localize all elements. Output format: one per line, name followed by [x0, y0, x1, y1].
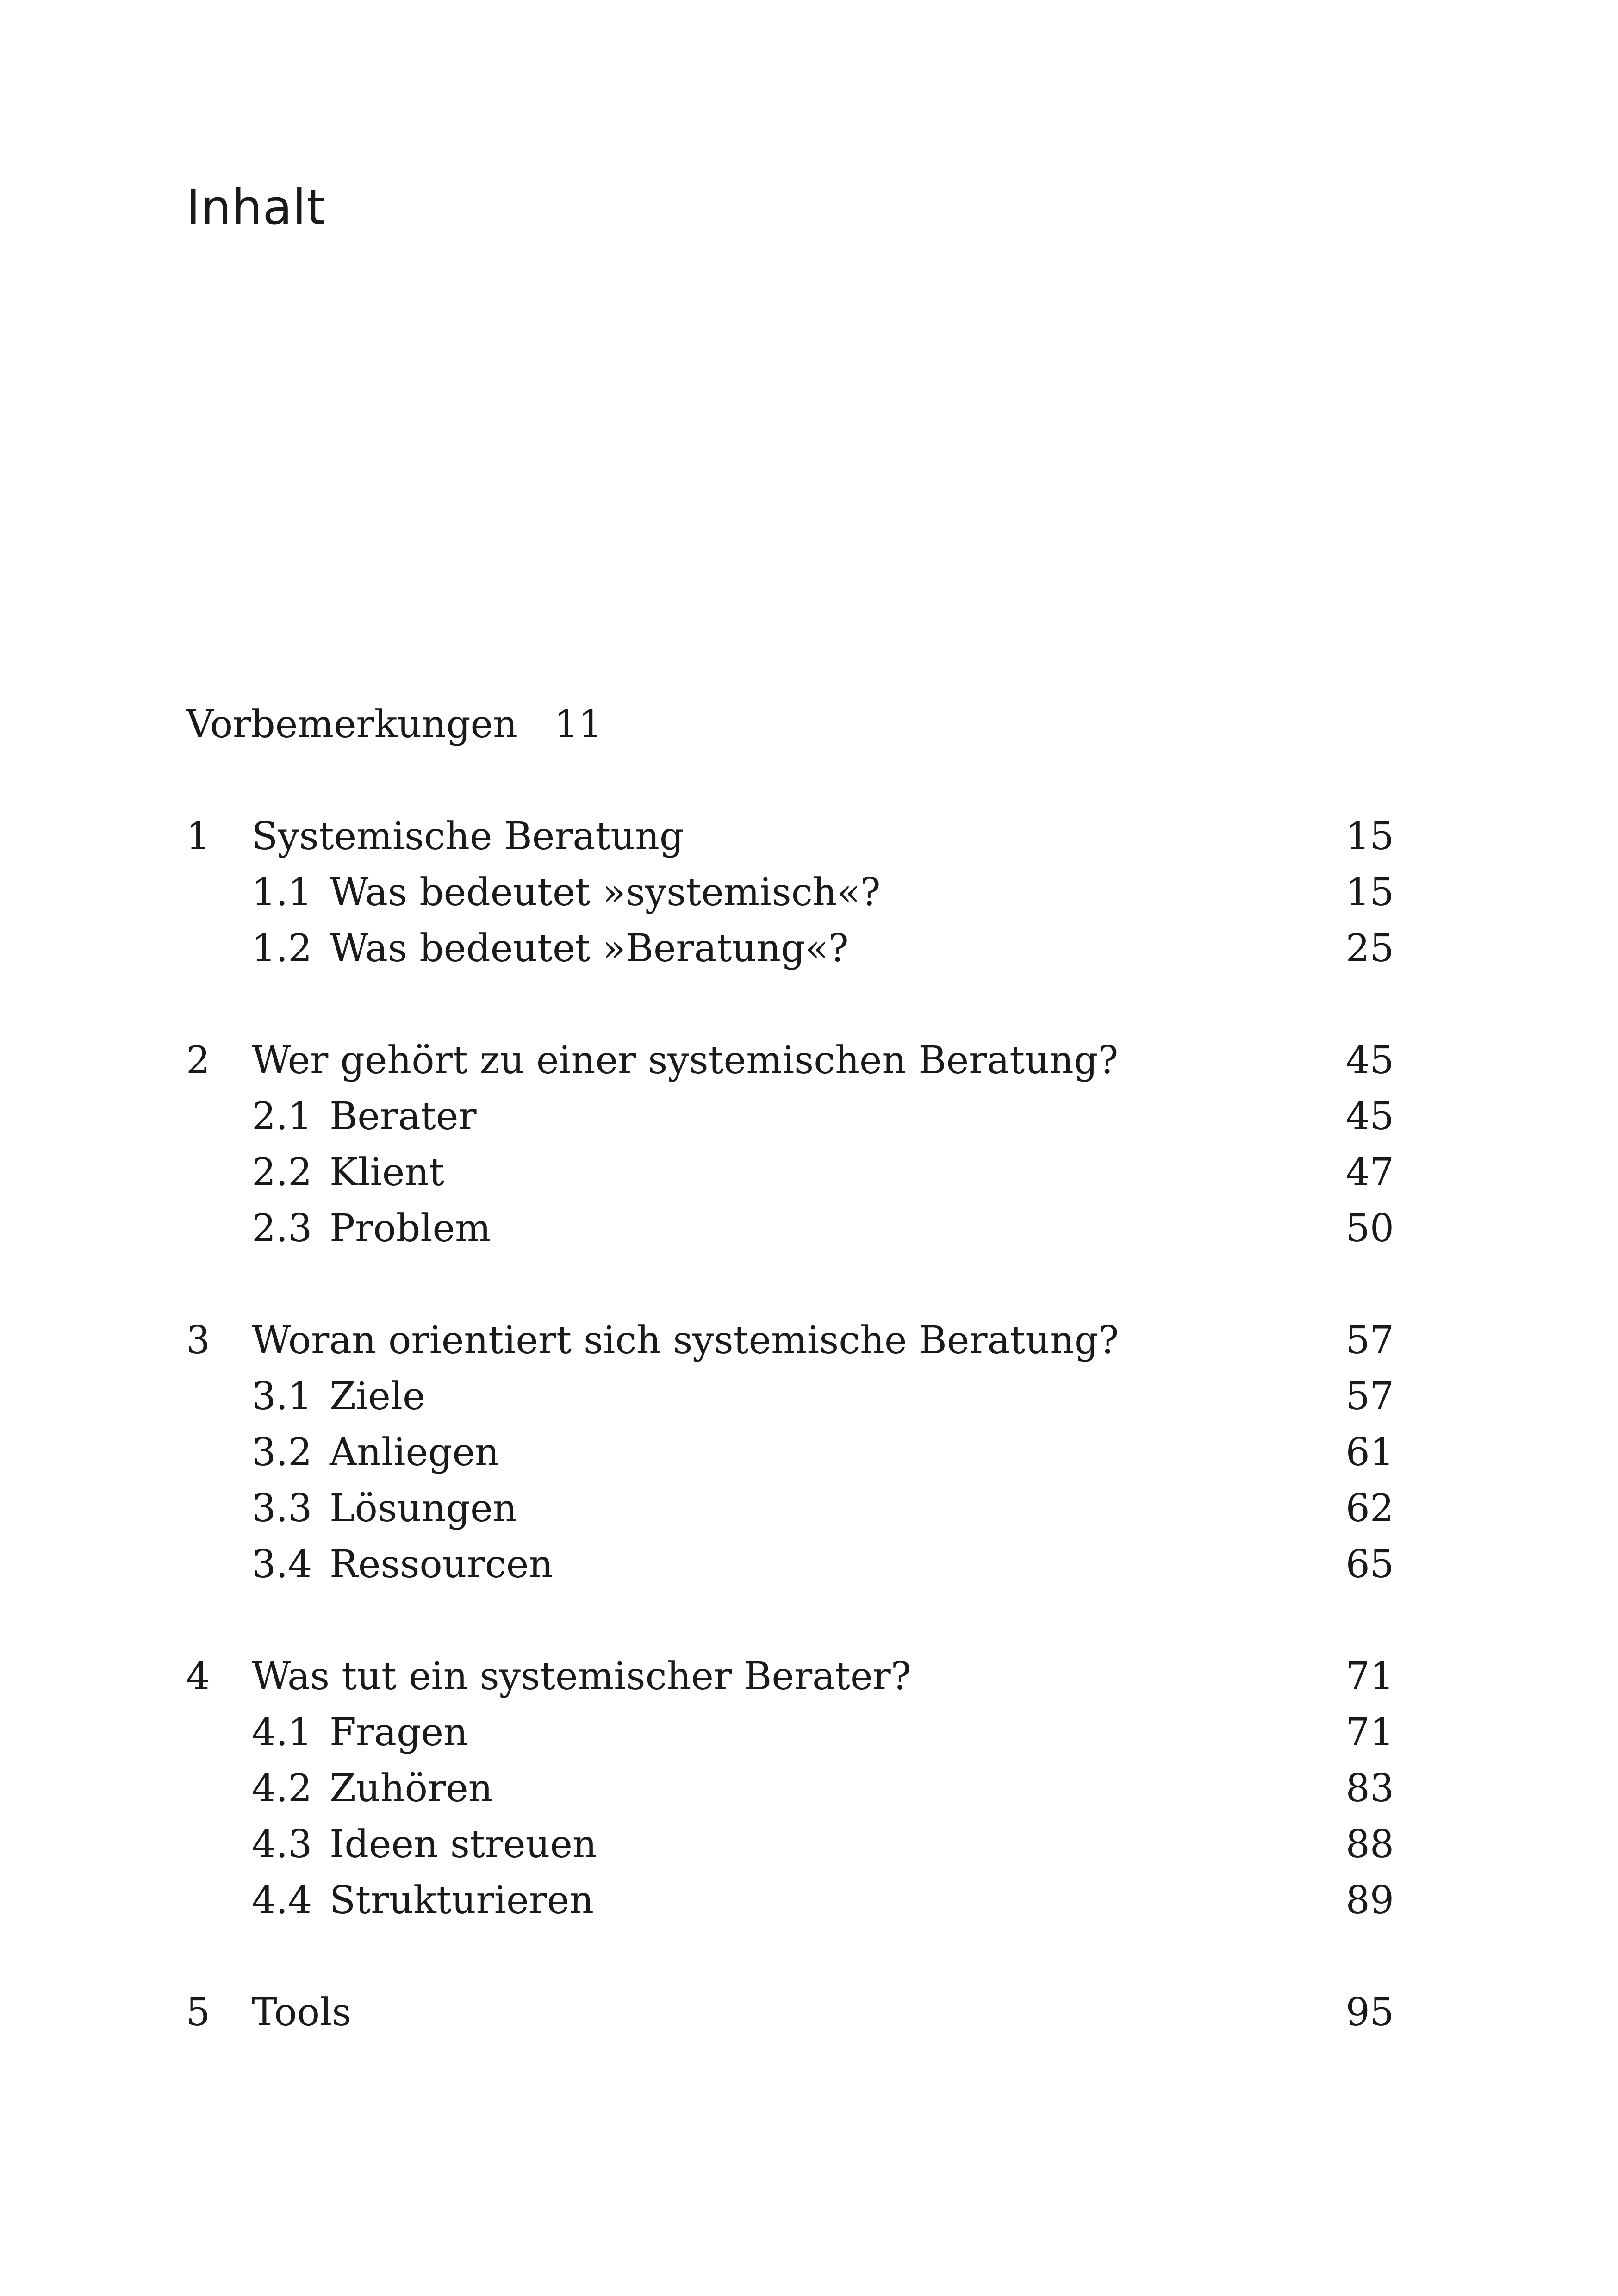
- page-title: Inhalt: [186, 179, 326, 236]
- toc-chapter-entry[interactable]: [186, 1033, 1394, 1089]
- section-number: 4.1: [252, 1711, 312, 1755]
- section-page: 57: [1345, 1375, 1394, 1419]
- section-title: Klient: [330, 1151, 445, 1195]
- table-of-contents: [186, 697, 1394, 2041]
- section-page: 88: [1345, 1823, 1394, 1867]
- section-number: 4.3: [252, 1823, 312, 1867]
- chapter-page: 71: [1345, 1655, 1394, 1699]
- section-number: 3.2: [252, 1431, 312, 1475]
- toc-chapter-1: [186, 809, 1394, 977]
- chapter-number: 4: [186, 1655, 211, 1699]
- section-number: 2.3: [252, 1207, 312, 1251]
- section-title: Was bedeutet »systemisch«?: [330, 871, 881, 915]
- section-number: 4.4: [252, 1879, 312, 1923]
- toc-section-entry[interactable]: [186, 865, 1394, 921]
- section-title: Strukturieren: [330, 1879, 594, 1923]
- toc-preface-page: 11: [554, 703, 603, 747]
- toc-section-entry[interactable]: [186, 1201, 1394, 1257]
- section-title: Zuhören: [330, 1767, 493, 1811]
- toc-section-entry[interactable]: [186, 1145, 1394, 1201]
- toc-chapter-entry[interactable]: [186, 1313, 1394, 1369]
- section-page: 15: [1345, 871, 1394, 915]
- chapter-title: Was tut ein systemischer Berater?: [252, 1655, 911, 1699]
- chapter-title: Wer gehört zu einer systemischen Beratung?: [252, 1039, 1119, 1083]
- section-page: 62: [1345, 1487, 1394, 1531]
- section-title: Anliegen: [330, 1431, 499, 1475]
- toc-section-entry[interactable]: [186, 1537, 1394, 1593]
- section-number: 3.4: [252, 1543, 312, 1587]
- section-page: 25: [1345, 927, 1394, 971]
- chapter-number: 1: [186, 815, 211, 859]
- chapter-page: 45: [1345, 1039, 1394, 1083]
- section-page: 89: [1345, 1879, 1394, 1923]
- chapter-number: 5: [186, 1991, 211, 2035]
- section-title: Ideen streuen: [330, 1823, 597, 1867]
- section-title: Problem: [330, 1207, 491, 1251]
- toc-section-entry[interactable]: [186, 1817, 1394, 1873]
- chapter-page: 57: [1345, 1319, 1394, 1363]
- section-title: Berater: [330, 1095, 477, 1139]
- section-page: 45: [1345, 1095, 1394, 1139]
- section-page: 71: [1345, 1711, 1394, 1755]
- toc-chapter-entry[interactable]: [186, 1985, 1394, 2041]
- section-number: 2.2: [252, 1151, 312, 1195]
- chapter-number: 2: [186, 1039, 211, 1083]
- toc-section-entry[interactable]: [186, 1481, 1394, 1537]
- toc-section-entry[interactable]: [186, 921, 1394, 977]
- section-title: Was bedeutet »Beratung«?: [330, 927, 849, 971]
- toc-section-entry[interactable]: [186, 1089, 1394, 1145]
- chapter-page: 15: [1345, 815, 1394, 859]
- chapter-title: Woran orientiert sich systemische Beratung?: [252, 1319, 1119, 1363]
- toc-preface-entry[interactable]: [186, 697, 1394, 753]
- section-page: 47: [1345, 1151, 1394, 1195]
- section-number: 3.3: [252, 1487, 312, 1531]
- toc-section-entry[interactable]: [186, 1369, 1394, 1425]
- toc-section-entry[interactable]: [186, 1873, 1394, 1929]
- section-number: 2.1: [252, 1095, 312, 1139]
- chapter-number: 3: [186, 1319, 211, 1363]
- toc-preface-title: Vorbemerkungen: [186, 703, 517, 747]
- toc-chapter-4: [186, 1649, 1394, 1929]
- toc-section-entry[interactable]: [186, 1705, 1394, 1761]
- section-page: 61: [1345, 1431, 1394, 1475]
- chapter-title: Systemische Beratung: [252, 815, 684, 859]
- toc-section-entry[interactable]: [186, 1761, 1394, 1817]
- section-number: 4.2: [252, 1767, 312, 1811]
- toc-section-entry[interactable]: [186, 1425, 1394, 1481]
- section-number: 3.1: [252, 1375, 312, 1419]
- toc-chapter-entry[interactable]: [186, 1649, 1394, 1705]
- section-page: 83: [1345, 1767, 1394, 1811]
- toc-chapter-5: [186, 1985, 1394, 2041]
- section-page: 50: [1345, 1207, 1394, 1251]
- section-title: Fragen: [330, 1711, 468, 1755]
- section-title: Ressourcen: [330, 1543, 554, 1587]
- toc-chapter-3: [186, 1313, 1394, 1593]
- section-title: Lösungen: [330, 1487, 517, 1531]
- section-number: 1.1: [252, 871, 312, 915]
- chapter-page: 95: [1345, 1991, 1394, 2035]
- chapter-title: Tools: [252, 1991, 352, 2035]
- toc-chapter-2: [186, 1033, 1394, 1257]
- section-number: 1.2: [252, 927, 312, 971]
- toc-chapter-entry[interactable]: [186, 809, 1394, 865]
- section-title: Ziele: [330, 1375, 425, 1419]
- section-page: 65: [1345, 1543, 1394, 1587]
